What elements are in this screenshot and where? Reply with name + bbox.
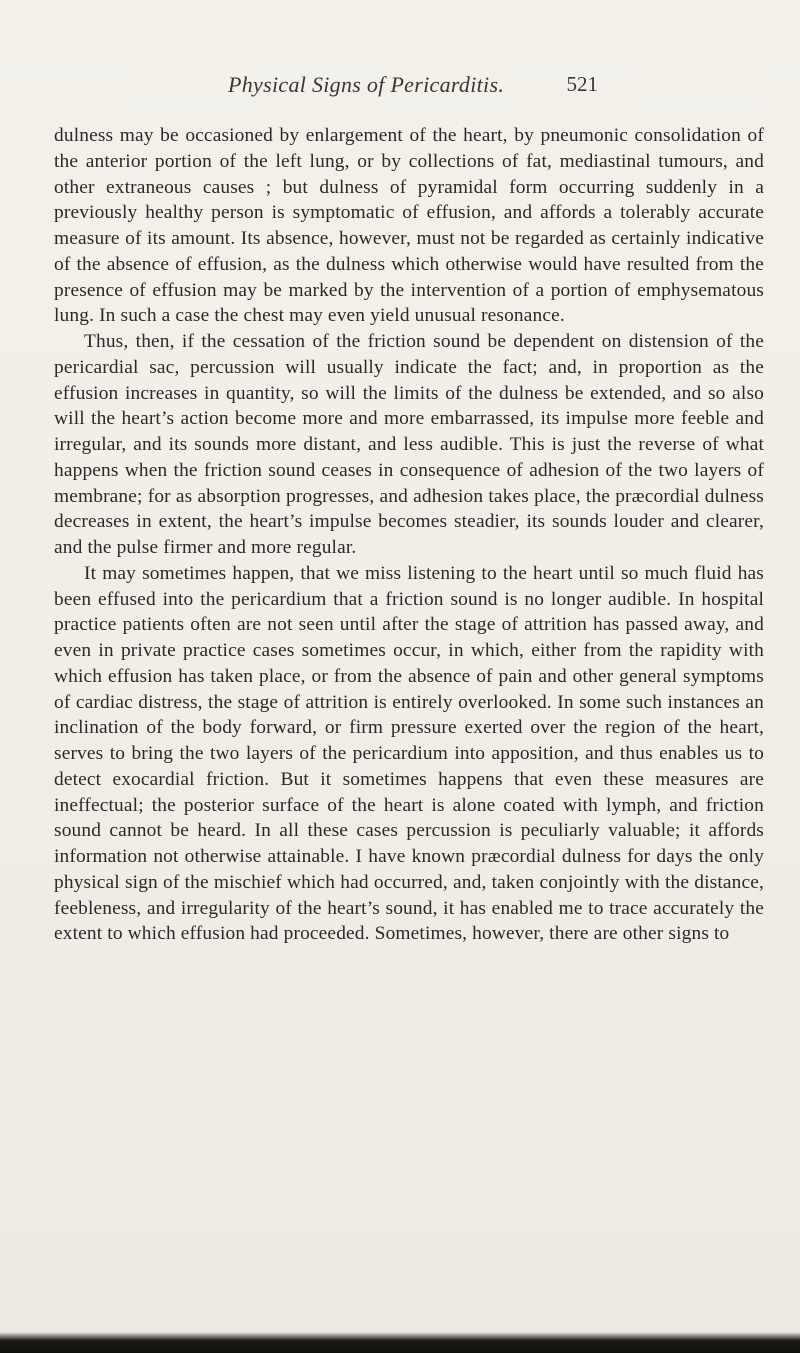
paragraph-missed-friction: It may sometimes happen, that we miss listening to the heart until so much fluid has been effused into the pericardium that a friction sound is no longer audible. In hospital practice patients often are not seen until after the stage of attrition has passed away, and even in private practice cases sometimes occur, in which, either from the rapidity with which effusion has taken place, or from the absence of pain and other general symptoms of cardiac distress, the stage of attrition is entirely overlooked. In some such instances an inclination of the body forward, or firm pressure exerted over the region of the heart, serves to bring the two layers of the pericardium into apposition, and thus enables us to detect exocardial friction. But it sometimes happens that even these measures are ineffectual; the posterior surface of the heart is alone coated with lymph, and friction sound cannot be heard. In all these cases percussion is peculiarly valuable; it affords information not otherwise attainable. I have known præcordial dulness for days the only physical sign of the mischief which had occurred, and, taken conjointly with the distance, feebleness, and irregularity of the heart’s sound, it has enabled me to trace accurately the extent to which effusion had proceeded. Sometimes, however, there are other signs to	[54, 562, 764, 945]
page-bottom-shadow	[0, 1332, 800, 1353]
paragraph-percussion: Thus, then, if the cessation of the friction sound be dependent on distension of the pericardial sac, percussion will usually indicate the fact; and, in proportion as the effusion increases in quantity, so will the limits of the dulness be extended, and so also will the heart’s action become more and more embarrassed, its impulse more feeble and irregular, and its sounds more distant, and less audible. This is just the reverse of what happens when the friction sound ceases in consequence of adhesion of the two layers of membrane; for as absorption progresses, and adhesion takes place, the præcordial dulness decreases in extent, the heart’s impulse becomes steadier, its sounds louder and clearer, and the pulse firmer and more regular.	[54, 331, 764, 558]
paragraph-continuation: dulness may be occasioned by enlargement of the heart, by pneumonic consolidation of the anterior portion of the left lung, or by collections of fat, mediastinal tumours, and other extraneous causes ; but dulness of pyramidal form occurring suddenly in a previously healthy person is symptomatic of effusion, and affords a tolerably accurate measure of its amount. Its absence, however, must not be regarded as certainly indicative of the absence of effusion, as the dulness which otherwise would have resulted from the presence of effusion may be marked by the intervention of a portion of emphysematous lung. In such a case the chest may even yield unusual resonance.	[54, 125, 764, 327]
page-header	[228, 72, 598, 102]
running-title: Physical Signs of Pericarditis.	[228, 72, 505, 97]
body-text	[54, 123, 764, 947]
page-number: 521	[566, 72, 598, 96]
